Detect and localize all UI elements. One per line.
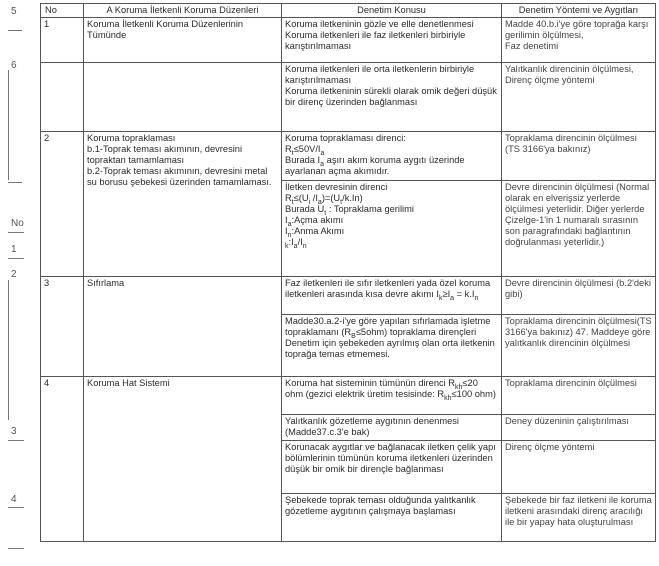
- subscript: i: [308, 198, 311, 206]
- margin-column: [0, 0, 34, 566]
- margin-mark: 2: [11, 269, 17, 280]
- subscript: a: [320, 149, 325, 157]
- margin-mark: 4: [11, 494, 17, 505]
- row-arrangement: Koruma Hat Sistemi: [84, 377, 282, 542]
- row-topic: Yalıtkanlık gözetleme aygıtının denenmesi (Madde37.c.3'e bak): [282, 415, 502, 441]
- row-arrangement: [84, 63, 282, 132]
- arrangement-text: [87, 133, 278, 188]
- inspection-table: [40, 3, 656, 542]
- table-row: [41, 277, 656, 315]
- row-method: Direnç ölçme yöntemi: [502, 441, 656, 494]
- topic-text: :Açma akımı: [291, 215, 344, 225]
- table-row: [41, 18, 656, 63]
- header-method: Denetim Yöntemi ve Aygıtları: [502, 4, 656, 18]
- topic-text: Madde30.a.2-i'ye göre yapılan sıfırlamada işletme topraklamanı (R: [285, 316, 491, 337]
- row-method: Topraklama direncinin ölçülmesi (TS 3166'ya bakınız): [502, 132, 656, 181]
- subscript: t: [324, 209, 327, 217]
- topic-line: Denetim için şebekeden ayrılmış olan orta iletkenin toprağa temas etmemesi.: [285, 338, 495, 359]
- subscript: kh: [444, 394, 452, 402]
- margin-line: [8, 30, 22, 31]
- margin-line: [8, 232, 24, 233]
- row-no: 3: [41, 277, 84, 377]
- topic-line: [285, 133, 498, 144]
- topic-text: ≥I: [442, 289, 451, 299]
- subscript: a: [287, 220, 292, 228]
- topic-text: R: [285, 193, 292, 203]
- cell-line: b.2-Toprak teması akımının, devresini metal su borusu şebekesi üzerinden tamamlaması.: [87, 166, 272, 187]
- margin-mark: 5: [11, 6, 17, 17]
- topic-line: İletken devresinin direnci: [285, 182, 388, 192]
- row-arrangement: Sıfırlama: [84, 277, 282, 377]
- subscript: t: [291, 149, 294, 157]
- row-method: Devre direncinin ölçülmesi (b.2'deki gibi): [502, 277, 656, 315]
- row-method: Şebekede bir faz iletkeni ile koruma iletkeni arasındaki direnç aracılığı ile bir yapay hata oluşturulması: [502, 494, 656, 542]
- topic-text: Koruma hat sisteminin tümünün direnci R: [285, 378, 456, 388]
- subscript: n: [287, 231, 292, 239]
- method-text: [505, 19, 652, 52]
- cell-line: Koruma iletkenleri ile faz iletkenleri birbiriyle karıştırılmaması: [285, 30, 466, 51]
- margin-line: [8, 440, 24, 441]
- topic-line: [285, 226, 498, 237]
- topic-text: ≤(U: [293, 193, 309, 203]
- topic-text: :Anma Akımı: [291, 226, 345, 236]
- topic-line: [285, 215, 498, 226]
- subscript: kh: [455, 383, 463, 391]
- cell-line: Madde 40.b.i'ye göre toprağa karşı gerilimin ölçülmesi,: [505, 19, 649, 40]
- topic-text: ≤5ohm) topraklama dirençleri: [355, 327, 477, 337]
- topic-text: )=(U: [321, 193, 341, 203]
- topic-text: ≤50V/I: [293, 144, 321, 154]
- subscript: B: [351, 332, 356, 340]
- row-no: [41, 63, 84, 132]
- table-header-row: [41, 4, 656, 18]
- topic-text: /I: [297, 237, 303, 247]
- margin-line: [8, 182, 22, 183]
- topic-text: R: [285, 144, 292, 154]
- margin-line: [8, 280, 9, 420]
- margin-mark: 6: [11, 60, 17, 71]
- subscript: a: [293, 242, 298, 250]
- cell-line: b.1-Toprak teması akımının, devresini topraktan tamamlaması: [87, 144, 243, 165]
- row-no: 2: [41, 132, 84, 277]
- margin-mark: 1: [11, 244, 17, 255]
- cell-line: Koruma topraklaması: [87, 133, 176, 143]
- topic-text: : Topraklama gerilimi: [326, 204, 414, 214]
- topic-text: :I: [288, 237, 294, 247]
- margin-line: [8, 548, 24, 549]
- cell-line: Faz denetimi: [505, 41, 559, 51]
- cell-line: Yalıtkanlık direncinin ölçülmesi,: [505, 64, 634, 74]
- subscript: t: [340, 198, 343, 206]
- row-topic: [282, 63, 502, 132]
- topic-text: /I: [310, 193, 318, 203]
- topic-text: /k.In): [342, 193, 363, 203]
- row-method: Deney düzeninin çalıştırılması: [502, 415, 656, 441]
- row-topic: Şebekede toprak teması olduğunda yalıtkanlık gözetleme aygıtının çalışmaya başlaması: [282, 494, 502, 542]
- subscript: k: [285, 242, 289, 250]
- method-text: [505, 64, 652, 86]
- topic-line: [285, 204, 498, 215]
- topic-line: [285, 155, 498, 177]
- margin-mark: 3: [11, 426, 17, 437]
- row-topic: Korunacak aygıtlar ve bağlanacak iletken çelik yapı bölümlerinin tümünün koruma iletkenleri üzerinden düşük bir omik bir dirençle bağlanması: [282, 441, 502, 494]
- subscript: a: [317, 198, 322, 206]
- margin-line: [8, 258, 24, 259]
- topic-text: [285, 19, 498, 52]
- row-topic: [282, 181, 502, 277]
- subscript: a: [450, 294, 455, 302]
- topic-text: I: [285, 226, 288, 236]
- topic-text: I: [285, 215, 288, 225]
- header-arrangement: A Koruma İletkenli Koruma Düzenleri: [84, 4, 282, 18]
- topic-text: Faz iletkenleri ile sıfır iletkenleri yada özel koruma iletkenleri arasında kısa devre akımı I: [285, 278, 491, 299]
- margin-line: [8, 70, 9, 180]
- subscript: n: [302, 242, 307, 250]
- table-row: [41, 63, 656, 132]
- row-topic: [282, 18, 502, 63]
- margin-line: [8, 507, 24, 508]
- topic-text: Burada U: [285, 204, 325, 214]
- row-topic: [282, 132, 502, 181]
- topic-text: ≤20 ohm (gezici elektrik üretim tesisinde: R: [285, 378, 478, 399]
- topic-line: [285, 237, 498, 248]
- row-topic: [282, 377, 502, 415]
- topic-text: [285, 64, 498, 108]
- table-row: [41, 132, 656, 181]
- margin-mark: No: [11, 218, 24, 229]
- header-topic: Denetim Konusu: [282, 4, 502, 18]
- header-no: No: [41, 4, 84, 18]
- topic-text: Burada I: [285, 155, 321, 165]
- row-method: Topraklama direncinin ölçülmesi(TS 3166'ya bakınız) 47. Maddeye göre yalıtkanlık direncinin ölçülmesi: [502, 315, 656, 377]
- topic-text: ≤100 ohm): [451, 389, 496, 399]
- subscript: a: [320, 160, 325, 168]
- row-arrangement: Koruma İletkenli Koruma Düzenlerinin Tümünde: [84, 18, 282, 63]
- row-arrangement: [84, 132, 282, 277]
- cell-line: Koruma iletkeninin gözle ve elle denetlenmesi: [285, 19, 474, 29]
- row-no: 1: [41, 18, 84, 63]
- topic-line: [285, 316, 498, 338]
- row-method: [502, 63, 656, 132]
- row-method: Devre direncinin ölçülmesi (Normal olarak en elverişsiz yerlerde ölçülmesi yeterlidir. Diğer yerlerde Çizelge-1'in 1 numaralı sırasının son paragrafındaki bağlantının doğrulanması yeterlidir.): [502, 181, 656, 277]
- cell-line: Direnç ölçme yöntemi: [505, 75, 595, 85]
- row-topic: [282, 277, 502, 315]
- topic-text: aşırı akım koruma aygıtı üzerinde ayarlanan açma akımıdır.: [285, 155, 465, 176]
- cell-line: Koruma iletkeninin sürekli olarak omik değeri düşük bir direnç üzerinden bağlanması: [285, 86, 497, 107]
- subscript: n: [474, 294, 479, 302]
- subscript: k: [438, 294, 443, 302]
- row-method: Topraklama direncinin ölçülmesi: [502, 377, 656, 415]
- table-row: [41, 377, 656, 415]
- topic-text: = k.I: [454, 289, 475, 299]
- row-method: [502, 18, 656, 63]
- row-no: 4: [41, 377, 84, 542]
- row-topic: [282, 315, 502, 377]
- topic-line: [285, 144, 498, 155]
- cell-line: Koruma iletkenleri ile orta iletkenlerin birbiriyle karıştırılmaması: [285, 64, 475, 85]
- topic-line: [285, 193, 498, 204]
- topic-text: Koruma topraklaması direnci:: [285, 133, 406, 143]
- subscript: t: [291, 198, 294, 206]
